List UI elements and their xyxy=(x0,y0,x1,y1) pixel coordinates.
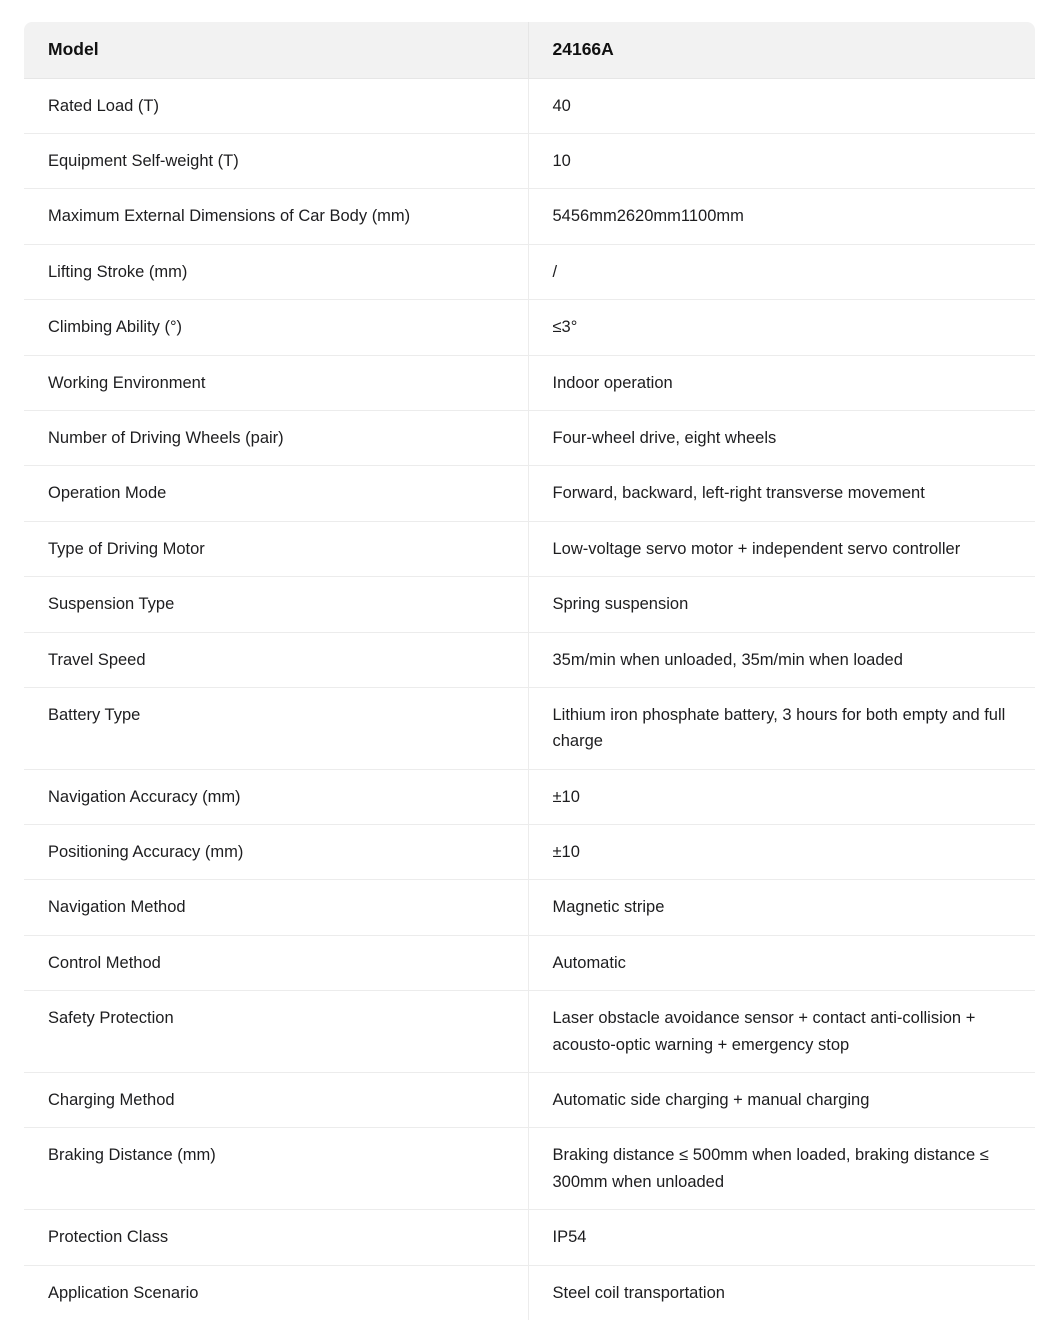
spec-value: 40 xyxy=(528,78,1035,133)
spec-label: Type of Driving Motor xyxy=(24,521,528,576)
table-row xyxy=(24,769,1035,824)
header-value-model: 24166A xyxy=(528,22,1035,78)
table-row xyxy=(24,1128,1035,1210)
spec-value: ±10 xyxy=(528,825,1035,880)
spec-label: Navigation Accuracy (mm) xyxy=(24,769,528,824)
spec-label: Working Environment xyxy=(24,355,528,410)
table-row xyxy=(24,991,1035,1073)
spec-value: 5456mm2620mm1100mm xyxy=(528,189,1035,244)
spec-label: Braking Distance (mm) xyxy=(24,1128,528,1210)
table-row xyxy=(24,78,1035,133)
spec-label: Suspension Type xyxy=(24,577,528,632)
spec-label: Climbing Ability (°) xyxy=(24,300,528,355)
specification-table xyxy=(24,22,1035,1320)
spec-label: Maximum External Dimensions of Car Body (mm) xyxy=(24,189,528,244)
spec-value: Four-wheel drive, eight wheels xyxy=(528,410,1035,465)
spec-label: Charging Method xyxy=(24,1073,528,1128)
table-row xyxy=(24,189,1035,244)
table-row xyxy=(24,577,1035,632)
spec-label: Number of Driving Wheels (pair) xyxy=(24,410,528,465)
spec-label: Navigation Method xyxy=(24,880,528,935)
table-row xyxy=(24,1265,1035,1320)
spec-value: / xyxy=(528,244,1035,299)
table-header xyxy=(24,22,1035,78)
spec-value: IP54 xyxy=(528,1210,1035,1265)
spec-value: ≤3° xyxy=(528,300,1035,355)
table-row xyxy=(24,410,1035,465)
spec-value: Automatic xyxy=(528,935,1035,990)
spec-label: Equipment Self-weight (T) xyxy=(24,134,528,189)
spec-value: Braking distance ≤ 500mm when loaded, braking distance ≤ 300mm when unloaded xyxy=(528,1128,1035,1210)
header-label-model: Model xyxy=(24,22,528,78)
table-body xyxy=(24,78,1035,1320)
spec-label: Battery Type xyxy=(24,687,528,769)
table-row xyxy=(24,466,1035,521)
spec-label: Safety Protection xyxy=(24,991,528,1073)
table-row xyxy=(24,825,1035,880)
spec-label: Operation Mode xyxy=(24,466,528,521)
table-row xyxy=(24,521,1035,576)
spec-label: Lifting Stroke (mm) xyxy=(24,244,528,299)
spec-value: Low-voltage servo motor + independent servo controller xyxy=(528,521,1035,576)
spec-value: Magnetic stripe xyxy=(528,880,1035,935)
spec-value: Indoor operation xyxy=(528,355,1035,410)
spec-value: Lithium iron phosphate battery, 3 hours for both empty and full charge xyxy=(528,687,1035,769)
table-row xyxy=(24,935,1035,990)
table-row xyxy=(24,300,1035,355)
table-row xyxy=(24,632,1035,687)
spec-value: 35m/min when unloaded, 35m/min when loaded xyxy=(528,632,1035,687)
table-row xyxy=(24,134,1035,189)
spec-value: 10 xyxy=(528,134,1035,189)
spec-label: Protection Class xyxy=(24,1210,528,1265)
spec-value: ±10 xyxy=(528,769,1035,824)
spec-value: Steel coil transportation xyxy=(552,1283,725,1302)
spec-value: Forward, backward, left-right transverse movement xyxy=(528,466,1035,521)
table-row xyxy=(24,355,1035,410)
table-row xyxy=(24,687,1035,769)
table-row xyxy=(24,880,1035,935)
table-header-row xyxy=(24,22,1035,78)
spec-value: Automatic side charging + manual charging xyxy=(528,1073,1035,1128)
spec-label: Rated Load (T) xyxy=(24,78,528,133)
spec-label: Control Method xyxy=(24,935,528,990)
spec-label: Travel Speed xyxy=(24,632,528,687)
table-row xyxy=(24,1210,1035,1265)
spec-label: Positioning Accuracy (mm) xyxy=(24,825,528,880)
table-row xyxy=(24,244,1035,299)
spec-label: Application Scenario xyxy=(24,1265,528,1320)
table-row xyxy=(24,1073,1035,1128)
spec-value: Spring suspension xyxy=(528,577,1035,632)
spec-value: Laser obstacle avoidance sensor + contact anti-collision + acousto-optic warning + emergency stop xyxy=(528,991,1035,1073)
